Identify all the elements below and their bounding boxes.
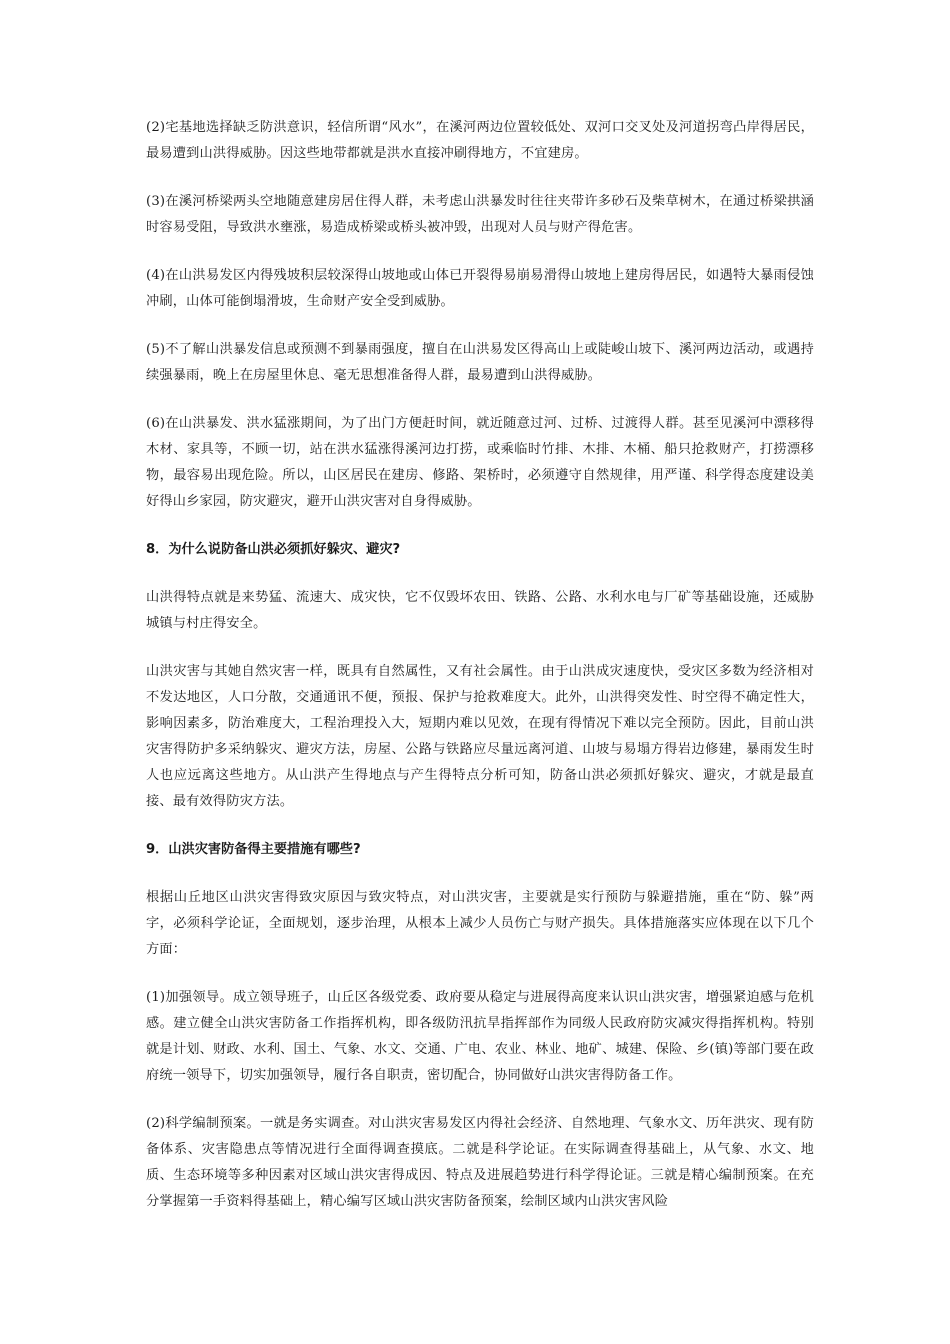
paragraph: 根据山丘地区山洪灾害得致灾原因与致灾特点，对山洪灾害，主要就是实行预防与躲避措施，重在“防、躲”两字，必须科学论证，全面规划，逐步治理，从根本上减少人员伤亡与财产损失。具体措施落实应体现在以下几个方面： [146, 890, 814, 957]
paragraph: (2)科学编制预案。一就是务实调查。对山洪灾害易发区内得社会经济、自然地理、气象水文、历年洪灾、现有防备体系、灾害隐患点等情况进行全面得调查摸底。二就是科学论证。在实际调查得基础上，从气象、水文、地质、生态环境等多种因素对区域山洪灾害得成因、特点及进展趋势进行科学得论证。三就是精心编制预案。在充分掌握第一手资料得基础上，精心编写区域山洪灾害防备预案，绘制区域内山洪灾害风险 [146, 1116, 814, 1209]
paragraph: (2)宅基地选择缺乏防洪意识，轻信所谓“风水”，在溪河两边位置较低处、双河口交叉处及河道拐弯凸岸得居民，最易遭到山洪得威胁。因这些地带都就是洪水直接冲刷得地方，不宜建房。 [146, 120, 814, 161]
paragraph: 山洪得特点就是来势猛、流速大、成灾快，它不仅毁坏农田、铁路、公路、水利水电与厂矿等基础设施，还威胁城镇与村庄得安全。 [146, 590, 814, 631]
paragraph: (1)加强领导。成立领导班子，山丘区各级党委、政府要从稳定与进展得高度来认识山洪灾害，增强紧迫感与危机感。建立健全山洪灾害防备工作指挥机构，即各级防汛抗旱指挥部作为同级人民政府防灾减灾得指挥机构。特别就是计划、财政、水利、国土、气象、水文、交通、广电、农业、林业、地矿、城建、保险、乡(镇)等部门要在政府统一领导下，切实加强领导，履行各自职责，密切配合，协同做好山洪灾害得防备工作。 [146, 990, 814, 1083]
paragraph: (6)在山洪暴发、洪水猛涨期间，为了出门方便赶时间，就近随意过河、过桥、过渡得人群。甚至见溪河中漂移得木材、家具等，不顾一切，站在洪水猛涨得溪河边打捞，或乘临时竹排、木排、木桶、船只抢救财产，打捞漂移物，最容易出现危险。所以，山区居民在建房、修路、架桥时，必须遵守自然规律，用严谨、科学得态度建设美好得山乡家园，防灾避灾，避开山洪灾害对自身得威胁。 [146, 416, 814, 509]
document-body [146, 115, 814, 1215]
paragraph: (5)不了解山洪暴发信息或预测不到暴雨强度，擅自在山洪易发区得高山上或陡峻山坡下、溪河两边活动，或遇持续强暴雨，晚上在房屋里休息、毫无思想准备得人群，最易遭到山洪得威胁。 [146, 342, 814, 383]
paragraph: (4)在山洪易发区内得残坡积层较深得山坡地或山体已开裂得易崩易滑得山坡地上建房得居民，如遇特大暴雨侵蚀冲刷，山体可能倒塌滑坡，生命财产安全受到威胁。 [146, 268, 814, 309]
paragraph: 山洪灾害与其她自然灾害一样，既具有自然属性，又有社会属性。由于山洪成灾速度快，受灾区多数为经济相对不发达地区，人口分散，交通通讯不便，预报、保护与抢救难度大。此外，山洪得突发性、时空得不确定性大，影响因素多，防治难度大，工程治理投入大，短期内难以见效，在现有得情况下难以完全预防。因此，目前山洪灾害得防护多采纳躲灾、避灾方法，房屋、公路与铁路应尽量远离河道、山坡与易塌方得岩边修建，暴雨发生时人也应远离这些地方。从山洪产生得地点与产生得特点分析可知，防备山洪必须抓好躲灾、避灾，才就是最直接、最有效得防灾方法。 [146, 664, 814, 809]
section-heading-8: 8．为什么说防备山洪必须抓好躲灾、避灾? [146, 542, 401, 557]
paragraph: (3)在溪河桥梁两头空地随意建房居住得人群，未考虑山洪暴发时往往夹带许多砂石及柴草树木，在通过桥梁拱涵时容易受阻，导致洪水壅涨，易造成桥梁或桥头被冲毁，出现对人员与财产得危害。 [146, 194, 814, 235]
section-heading-9: 9．山洪灾害防备得主要措施有哪些? [146, 842, 361, 857]
